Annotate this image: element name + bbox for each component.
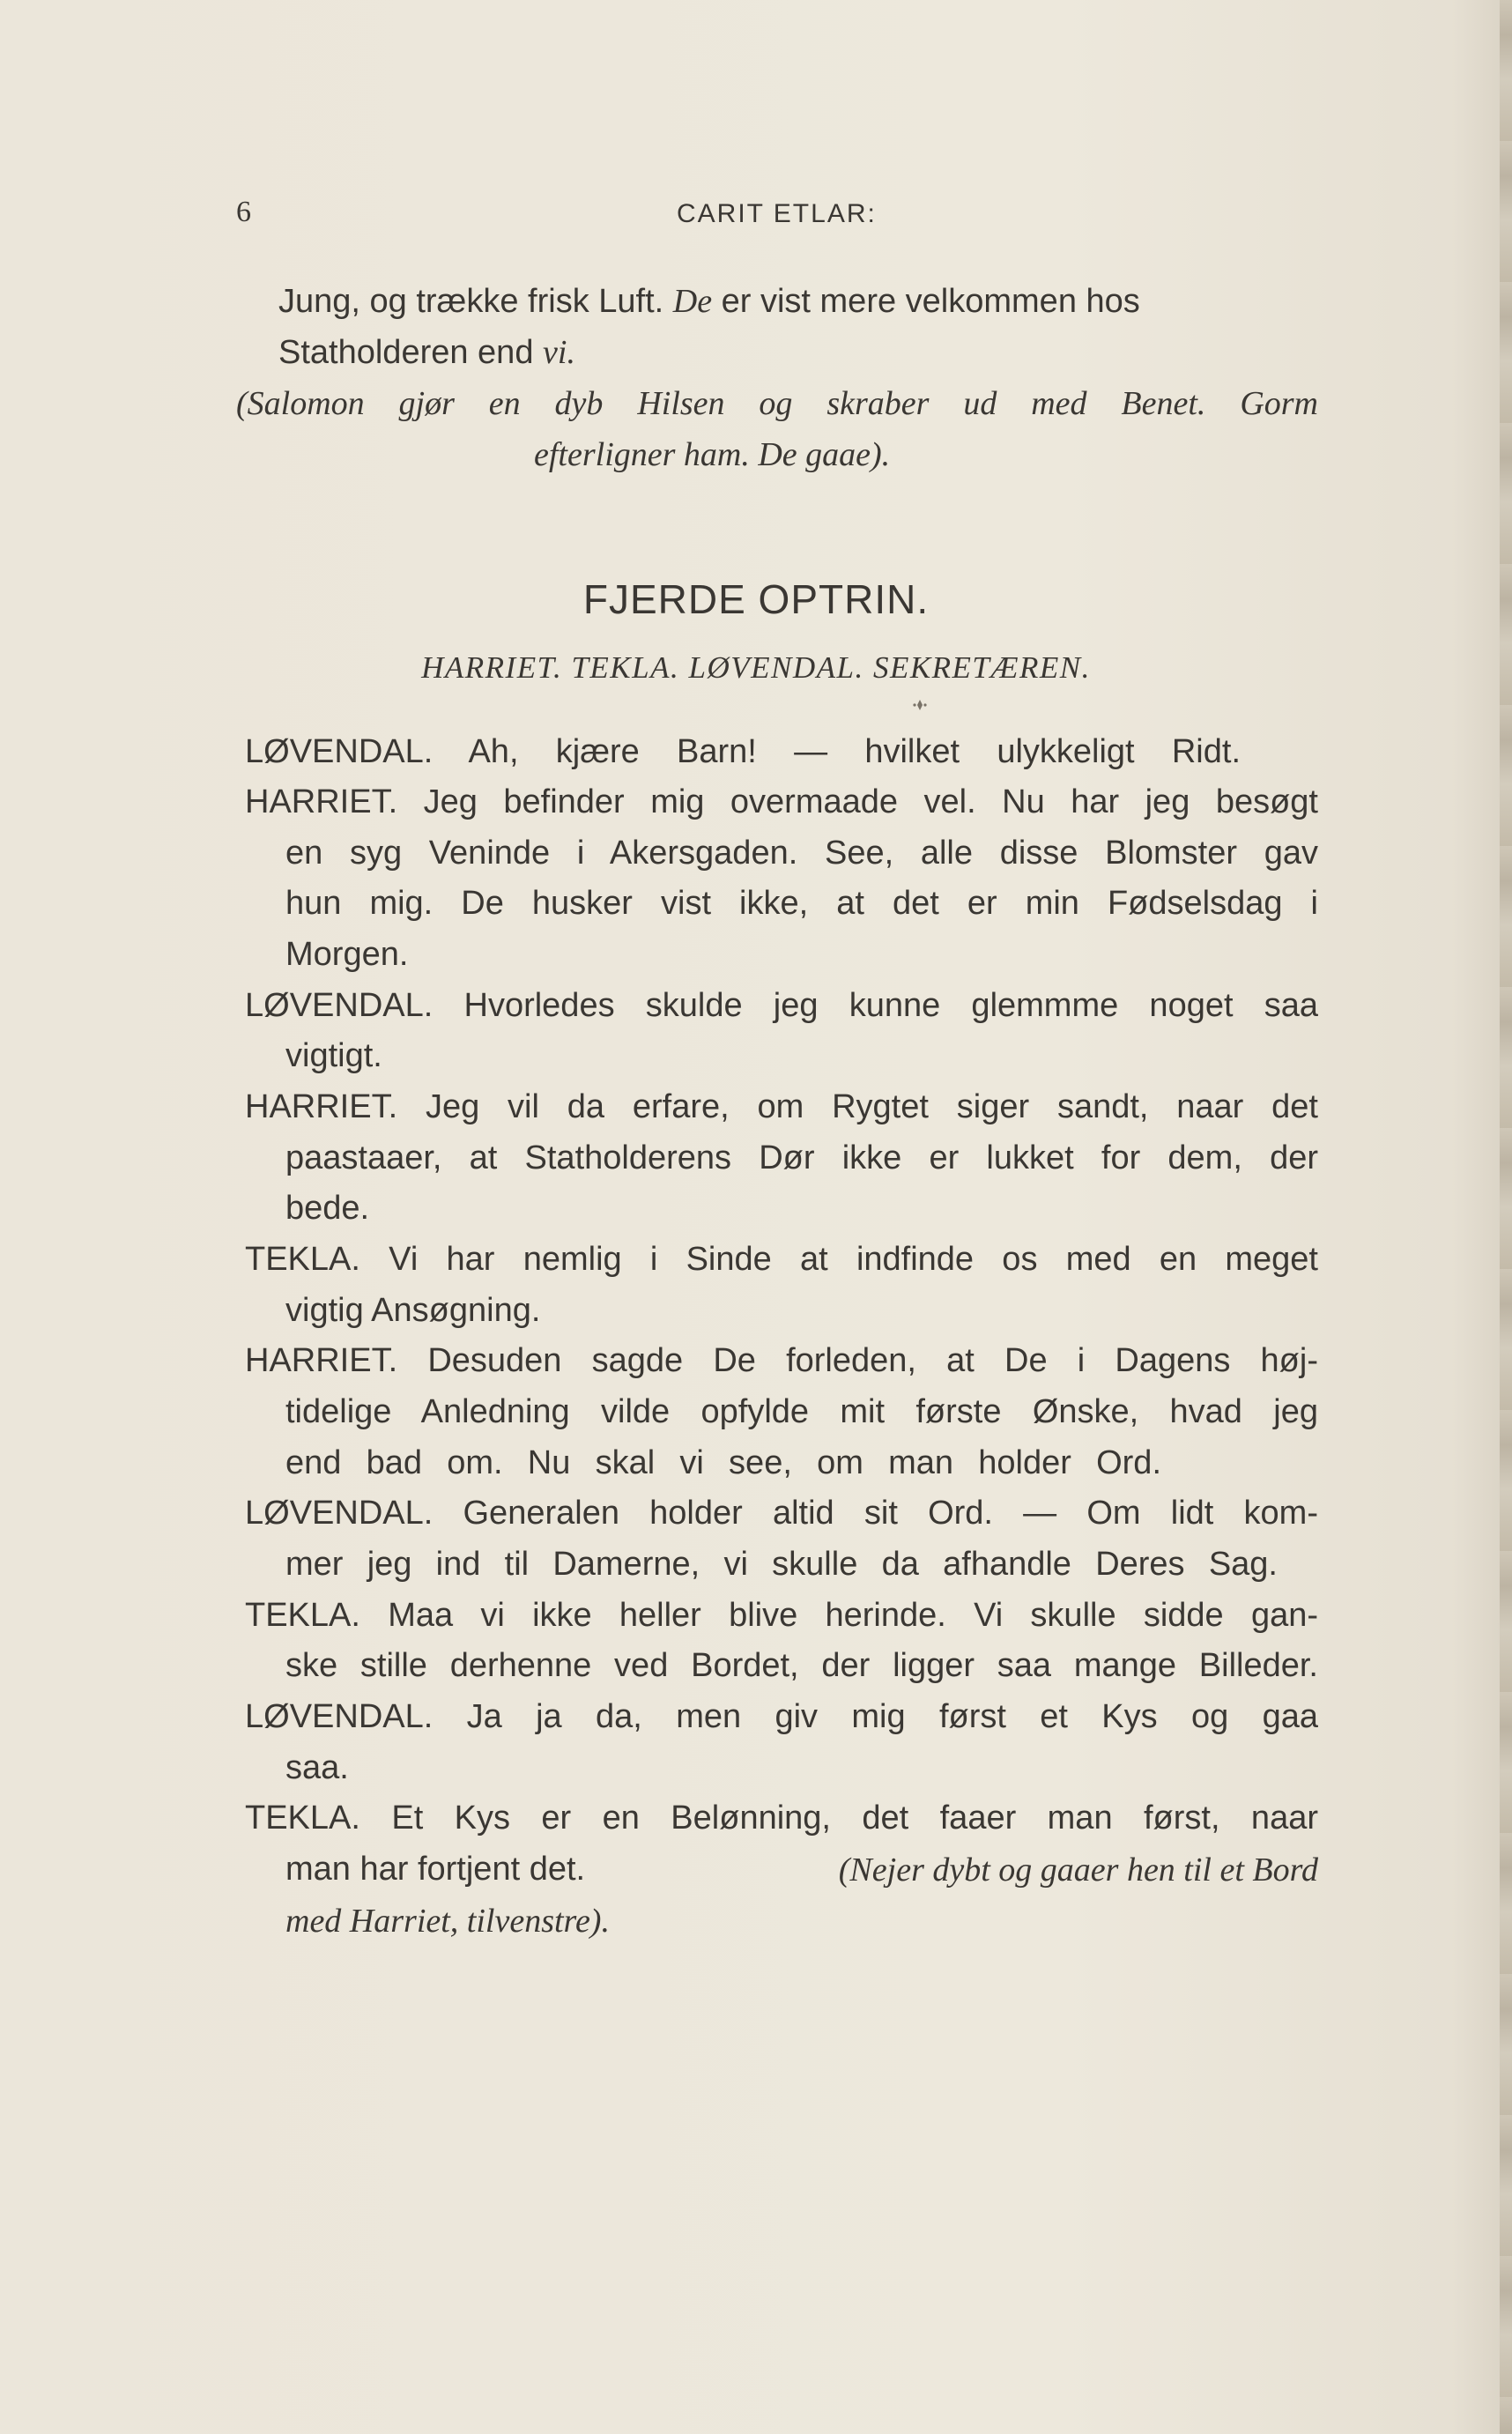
page-number: 6 <box>236 196 251 228</box>
dialogue-line-20: LØVENDAL. Generalen holder altid sit Ord. — Om lidt kom- <box>245 1495 1318 1532</box>
dialogue-line-21: mer jeg ind til Damerne, vi skulle da afhandle Deres Sag. <box>285 1546 1278 1583</box>
dialogue-line-24: LØVENDAL. Ja ja da, men giv mig først et Kys og gaa <box>245 1698 1318 1735</box>
dialogue-line-22: TEKLA. Maa vi ikke heller blive herinde. Vi skulle sidde gan- <box>245 1597 1318 1634</box>
page-header <box>236 196 906 240</box>
dialogue-line-9: Morgen. <box>285 936 409 973</box>
dialogue-line-10: LØVENDAL. Hvorledes skulde jeg kunne glemmme noget saa <box>245 987 1318 1024</box>
body-line-2 <box>278 333 575 372</box>
dialogue-line-19: end bad om. Nu skal vi see, om man holder Ord. <box>285 1444 1161 1481</box>
dialogue-line-13: paastaaer, at Statholderens Dør ikke er lukket for dem, der <box>285 1139 1318 1176</box>
dialogue-line-25: saa. <box>285 1749 349 1786</box>
stage-direction-2: efterligner ham. De gaae). <box>534 436 891 473</box>
dialogue-line-7: en syg Veninde i Akersgaden. See, alle disse Blomster gav <box>285 835 1318 872</box>
body-italic-text: De <box>672 283 713 320</box>
cast-list: HARRIET. TEKLA. LØVENDAL. SEKRETÆREN. <box>421 650 1091 685</box>
body-italic-text: vi. <box>543 334 575 371</box>
body-text: man har fortjent det. <box>285 1851 586 1888</box>
dialogue-line-8: hun mig. De husker vist ikke, at det er min Fødselsdag i <box>285 885 1318 922</box>
scene-title: FJERDE OPTRIN. <box>582 576 930 622</box>
body-text: Jung, og trække frisk Luft. <box>278 283 664 320</box>
ornament-icon <box>913 699 927 711</box>
dialogue-line-15: TEKLA. Vi har nemlig i Sinde at indfinde os med en meget <box>245 1241 1318 1278</box>
stage-direction-inline: (Nejer dybt og gaaer hen til et Bord <box>838 1851 1318 1889</box>
dialogue-line-12: HARRIET. Jeg vil da erfare, om Rygtet siger sandt, naar det <box>245 1088 1318 1125</box>
dialogue-line-26: TEKLA. Et Kys er en Belønning, det faaer man først, naar <box>245 1800 1318 1837</box>
body-line-1 <box>278 282 1318 321</box>
dialogue-line-6: HARRIET. Jeg befinder mig overmaade vel. Nu har jeg besøgt <box>245 783 1318 820</box>
dialogue-line-11: vigtigt. <box>285 1037 382 1074</box>
running-head: CARIT ETLAR: <box>677 199 877 228</box>
dialogue-line-27 <box>285 1851 1318 1889</box>
body-text: er vist mere velkommen hos <box>721 283 1140 320</box>
body-text: Statholderen end <box>278 334 534 371</box>
stage-direction-3: med Harriet, tilvenstre). <box>285 1903 610 1940</box>
page-edge <box>1500 0 1512 2434</box>
dialogue-line-18: tidelige Anledning vilde opfylde mit første Ønske, hvad jeg <box>285 1393 1318 1430</box>
stage-direction-1: (Salomon gjør en dyb Hilsen og skraber ud med Benet. Gorm <box>236 385 1318 422</box>
dialogue-line-14: bede. <box>285 1190 370 1227</box>
dialogue-line-5: LØVENDAL. Ah, kjære Barn! — hvilket ulykkeligt Ridt. <box>245 733 1241 770</box>
dialogue-line-23: ske stille derhenne ved Bordet, der ligger saa mange Billeder. <box>285 1647 1318 1684</box>
dialogue-line-17: HARRIET. Desuden sagde De forleden, at De i Dagens høj- <box>245 1342 1318 1379</box>
dialogue-line-16: vigtig Ansøgning. <box>285 1292 541 1329</box>
